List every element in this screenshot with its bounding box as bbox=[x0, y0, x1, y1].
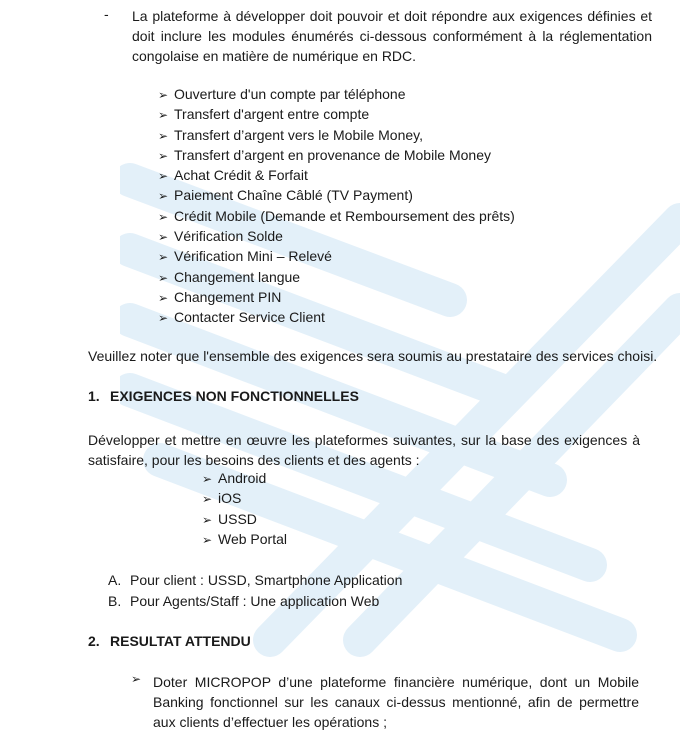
result-item bbox=[131, 672, 639, 732]
arrow-bullet-icon: ➢ bbox=[158, 88, 169, 102]
arrow-bullet-icon: ➢ bbox=[158, 270, 169, 285]
arrow-bullet-icon: ➢ bbox=[158, 128, 169, 143]
section-1-number: 1. bbox=[88, 388, 100, 404]
list-item bbox=[108, 591, 402, 612]
arrow-bullet-icon: ➢ bbox=[202, 472, 213, 486]
arrow-bullet-icon: ➢ bbox=[158, 311, 169, 326]
list-item-text: Transfert d’argent vers le Mobile Money, bbox=[174, 126, 423, 143]
arrow-bullet-icon: ➢ bbox=[158, 148, 169, 163]
list-letter: B. bbox=[108, 592, 122, 609]
list-item bbox=[158, 104, 515, 124]
list-item-text: Transfert d'argent entre compte bbox=[174, 106, 370, 123]
intro-text: La plateforme à développer doit pouvoir et doit répondre aux exigences définies et doit inclure les modules énumérés ci-dessous conformément à la réglementation congolaise en matière de numérique en RDC. bbox=[132, 8, 652, 64]
list-item-text: Vérification Solde bbox=[174, 228, 283, 245]
arrow-bullet-icon: ➢ bbox=[202, 532, 213, 547]
list-item-text: Changement langue bbox=[174, 268, 301, 285]
list-item bbox=[158, 206, 515, 226]
audience-list bbox=[108, 570, 402, 611]
list-item bbox=[158, 145, 515, 165]
list-item-text: Crédit Mobile (Demande et Remboursement des prêts) bbox=[174, 207, 515, 224]
arrow-bullet-icon: ➢ bbox=[131, 672, 142, 686]
list-item-text: Ouverture d'un compte par téléphone bbox=[174, 86, 406, 102]
arrow-bullet-icon: ➢ bbox=[158, 108, 169, 123]
list-item bbox=[158, 267, 515, 287]
arrow-bullet-icon: ➢ bbox=[158, 290, 169, 305]
arrow-bullet-icon: ➢ bbox=[158, 230, 169, 245]
list-item bbox=[158, 165, 515, 185]
list-item-text: Changement PIN bbox=[174, 288, 282, 305]
list-letter: A. bbox=[108, 572, 122, 588]
arrow-bullet-icon: ➢ bbox=[158, 169, 169, 184]
section-2-title: RESULTAT ATTENDU bbox=[110, 633, 251, 649]
note-text: Veuillez noter que l'ensemble des exigences sera soumis au prestataire des services choisi. bbox=[88, 348, 658, 364]
list-item-text: Achat Crédit & Forfait bbox=[174, 167, 308, 184]
list-item bbox=[108, 570, 402, 591]
modules-list bbox=[158, 84, 515, 328]
list-item bbox=[158, 226, 515, 246]
section-1-text: Développer et mettre en œuvre les plateformes suivantes, sur la base des exigences à satisfaire, pour les besoins des clients et des agents : bbox=[88, 432, 640, 468]
list-item-text: USSD bbox=[218, 510, 257, 527]
list-item bbox=[202, 468, 287, 488]
section-2-heading bbox=[88, 633, 251, 649]
list-item bbox=[202, 509, 287, 529]
list-item-text: iOS bbox=[218, 490, 242, 507]
list-item bbox=[202, 529, 287, 549]
list-item bbox=[158, 287, 515, 307]
list-item-text: Transfert d’argent en provenance de Mobile Money bbox=[174, 146, 491, 163]
arrow-bullet-icon: ➢ bbox=[202, 492, 213, 507]
list-item-text: Pour client : USSD, Smartphone Application bbox=[130, 572, 403, 588]
intro-paragraph bbox=[104, 6, 652, 66]
arrow-bullet-icon: ➢ bbox=[158, 189, 169, 204]
list-item bbox=[158, 307, 515, 327]
list-item bbox=[158, 125, 515, 145]
list-item bbox=[158, 246, 515, 266]
list-item-text: Paiement Chaîne Câblé (TV Payment) bbox=[174, 187, 413, 204]
list-item-text: Android bbox=[218, 470, 267, 486]
list-item bbox=[202, 488, 287, 508]
section-1-heading bbox=[88, 388, 359, 404]
arrow-bullet-icon: ➢ bbox=[158, 209, 169, 224]
dash-bullet: - bbox=[104, 6, 109, 22]
section-2-number: 2. bbox=[88, 633, 100, 649]
list-item bbox=[158, 185, 515, 205]
arrow-bullet-icon: ➢ bbox=[158, 250, 169, 265]
section-1-title: EXIGENCES NON FONCTIONNELLES bbox=[110, 388, 359, 404]
arrow-bullet-icon: ➢ bbox=[202, 512, 213, 527]
platforms-list bbox=[202, 468, 287, 549]
list-item-text: Web Portal bbox=[218, 530, 287, 547]
result-text: Doter MICROPOP d’une plateforme financière numérique, dont un Mobile Banking fonctionnel sur les canaux ci-dessus mentionné, afin de permettre aux clients d’effectuer les opérations ; bbox=[153, 674, 639, 730]
list-item-text: Contacter Service Client bbox=[174, 309, 325, 326]
list-item-text: Pour Agents/Staff : Une application Web bbox=[130, 592, 380, 609]
list-item-text: Vérification Mini – Relevé bbox=[174, 248, 332, 265]
list-item bbox=[158, 84, 515, 104]
